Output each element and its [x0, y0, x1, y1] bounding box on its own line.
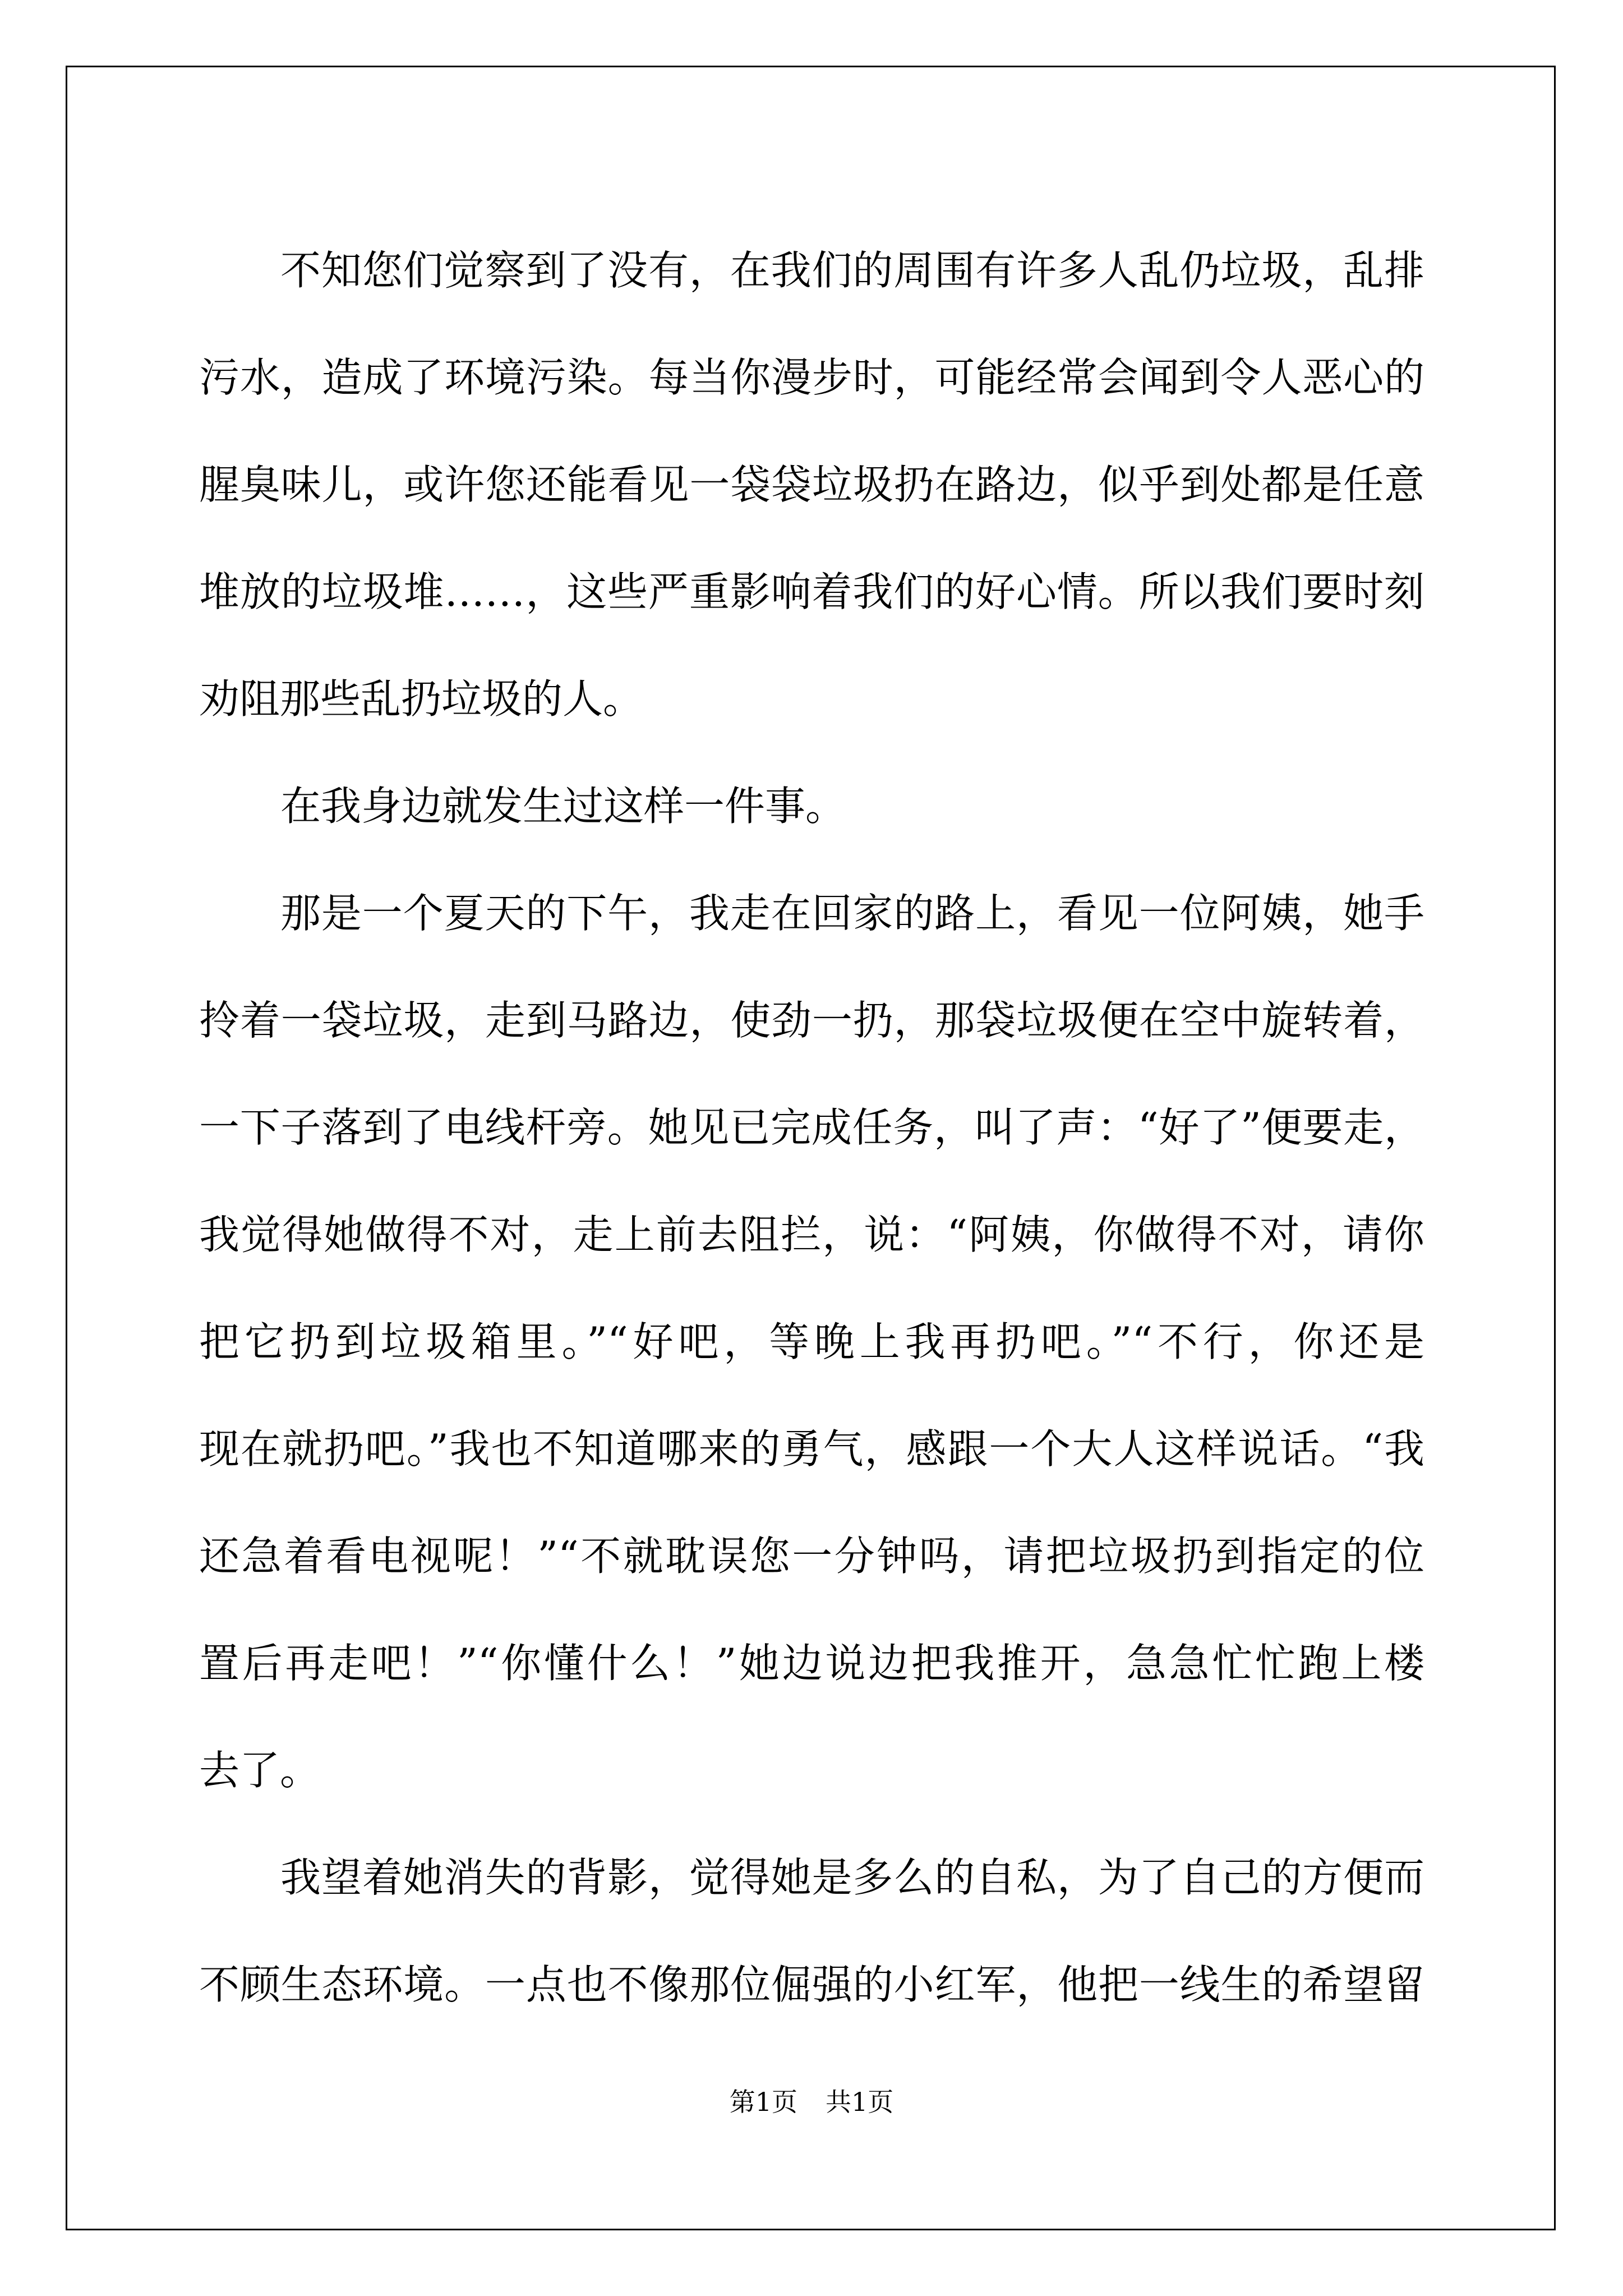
text-line: 不顾生态环境。一点也不像那位倔强的小红军，他把一线生的希望留: [199, 1961, 1424, 2008]
text-line: 腥臭味儿，或许您还能看见一袋袋垃圾扔在路边，似乎到处都是任意: [199, 461, 1424, 508]
page-footer: [0, 2085, 1623, 2119]
text-line: 堆放的垃圾堆……，这些严重影响着我们的好心情。所以我们要时刻: [199, 568, 1424, 615]
page-total: 共1页: [826, 2087, 894, 2117]
text-line: 我觉得她做得不对，走上前去阻拦，说：“阿姨，你做得不对，请你: [199, 1211, 1424, 1258]
text-line: 那是一个夏天的下午，我走在回家的路上，看见一位阿姨，她手: [280, 890, 1424, 937]
text-line: 不知您们觉察到了没有，在我们的周围有许多人乱仍垃圾，乱排: [280, 247, 1424, 294]
text-line: 置后再走吧！”“你懂什么！”她边说边把我推开，急急忙忙跑上楼: [199, 1640, 1424, 1687]
text-line: 我望着她消失的背影，觉得她是多么的自私，为了自己的方便而: [280, 1854, 1424, 1901]
text-line: 在我身边就发生过这样一件事。: [280, 783, 846, 830]
text-line: 把它扔到垃圾箱里。”“好吧，等晚上我再扔吧。”“不行，你还是: [199, 1318, 1424, 1365]
document-body: [199, 217, 1424, 2039]
text-line: 去了。: [199, 1747, 321, 1794]
page-number: 第1页: [729, 2087, 797, 2117]
text-line: 拎着一袋垃圾，走到马路边，使劲一扔，那袋垃圾便在空中旋转着，: [199, 997, 1424, 1044]
text-line: 劝阻那些乱扔垃圾的人。: [199, 675, 644, 723]
text-line: 一下子落到了电线杆旁。她见已完成任务，叫了声：“好了”便要走，: [199, 1104, 1424, 1151]
text-line: 污水，造成了环境污染。每当你漫步时，可能经常会闻到令人恶心的: [199, 354, 1424, 401]
text-line: 还急着看电视呢！”“不就耽误您一分钟吗，请把垃圾扔到指定的位: [199, 1533, 1424, 1580]
text-line: 现在就扔吧。”我也不知道哪来的勇气，感跟一个大人这样说话。“我: [199, 1425, 1424, 1473]
